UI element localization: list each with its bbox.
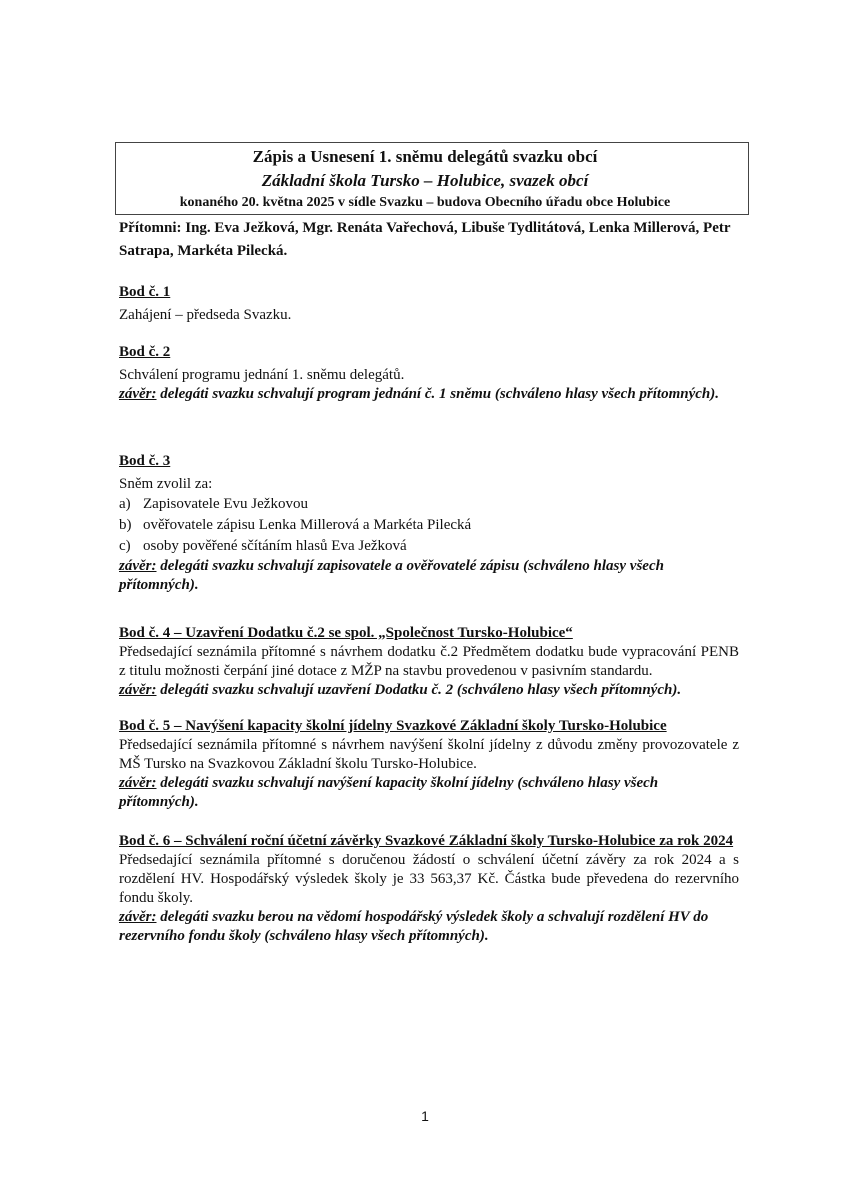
conclusion-label: závěr: bbox=[119, 909, 157, 925]
item-3-text: Sněm zvolil za: bbox=[119, 476, 213, 492]
item-2-heading: Bod č. 2 bbox=[119, 344, 171, 360]
list-text: osoby pověřené sčítáním hlasů Eva Ježková bbox=[143, 538, 407, 554]
item-5-conclusion bbox=[119, 774, 739, 812]
item-4-text: Předsedající seznámila přítomné s návrhem dodatku č.2 Předmětem dodatku bude vypracování PENB z titulu možnosti čerpání jiné dotace z MŽP na stavbu provedenou v pasivním standardu. bbox=[119, 644, 739, 679]
list-marker: c) bbox=[119, 538, 131, 554]
item-6-conclusion-text: delegáti svazku berou na vědomí hospodářský výsledek školy a schvalují rozdělení HV do rezervního fondu školy (schváleno hlasy všech přítomných). bbox=[119, 909, 709, 944]
item-5-text: Předsedající seznámila přítomné s návrhem navýšení školní jídelny z důvodu změny provozovatele z MŠ Tursko na Svazkovou Základní školu Tursko-Holubice. bbox=[119, 737, 739, 772]
list-item bbox=[119, 536, 739, 557]
item-6 bbox=[119, 832, 739, 946]
list-item bbox=[119, 515, 739, 536]
item-6-conclusion bbox=[119, 908, 739, 946]
item-3 bbox=[119, 452, 739, 595]
meeting-info: konaného 20. května 2025 v sídle Svazku – budova Obecního úřadu obce Holubice bbox=[179, 195, 671, 210]
item-5-conclusion-text: delegáti svazku schvalují navýšení kapacity školní jídelny (schváleno hlasy všech přítomných). bbox=[119, 775, 659, 810]
page-number: 1 bbox=[421, 1108, 429, 1124]
item-2-conclusion bbox=[119, 385, 739, 404]
header-divider bbox=[115, 214, 749, 215]
item-3-list bbox=[119, 494, 739, 557]
item-4-conclusion-text: delegáti svazku schvalují uzavření Dodatku č. 2 (schváleno hlasy všech přítomných). bbox=[156, 682, 682, 698]
item-4 bbox=[119, 624, 739, 700]
item-3-heading: Bod č. 3 bbox=[119, 453, 171, 469]
item-5 bbox=[119, 717, 739, 812]
item-1-heading: Bod č. 1 bbox=[119, 284, 171, 300]
item-3-conclusion-text: delegáti svazku schvalují zapisovatele a ověřovatelé zápisu (schváleno hlasy všech přítomných). bbox=[119, 558, 664, 593]
item-4-heading: Bod č. 4 – Uzavření Dodatku č.2 se spol. „Společnost Tursko-Holubice“ bbox=[119, 625, 573, 641]
item-5-heading: Bod č. 5 – Navýšení kapacity školní jídelny Svazkové Základní školy Tursko-Holubice bbox=[119, 718, 667, 734]
item-4-conclusion bbox=[119, 681, 739, 700]
item-3-conclusion bbox=[119, 557, 739, 595]
item-2 bbox=[119, 343, 739, 404]
item-1-text: Zahájení – předseda Svazku. bbox=[119, 307, 292, 323]
list-marker: a) bbox=[119, 496, 131, 512]
list-text: Zapisovatele Evu Ježkovou bbox=[143, 496, 308, 512]
item-2-text: Schválení programu jednání 1. sněmu delegátů. bbox=[119, 367, 405, 383]
item-6-heading: Bod č. 6 – Schválení roční účetní závěrky Svazkové Základní školy Tursko-Holubice za rok 2024 bbox=[119, 833, 734, 849]
list-marker: b) bbox=[119, 517, 132, 533]
item-6-text: Předsedající seznámila přítomné s doručenou žádostí o schválení účetní závěry za rok 2024 a s rozdělení HV. Hospodářský výsledek školy je 33 563,37 Kč. Částka bude převedena do rezervního fondu školy. bbox=[119, 852, 739, 906]
item-1 bbox=[119, 283, 739, 325]
document-title: Zápis a Usnesení 1. sněmu delegátů svazku obcí bbox=[252, 147, 598, 166]
item-2-conclusion-text: delegáti svazku schvalují program jednání č. 1 sněmu (schváleno hlasy všech přítomných). bbox=[156, 386, 720, 402]
conclusion-label: závěr: bbox=[119, 386, 157, 402]
list-item bbox=[119, 494, 739, 515]
conclusion-label: závěr: bbox=[119, 682, 157, 698]
attendees: Přítomni: Ing. Eva Ježková, Mgr. Renáta Vařechová, Libuše Tydlitátová, Lenka Millerová, Petr Satrapa, Markéta Pilecká. bbox=[119, 220, 731, 259]
conclusion-label: závěr: bbox=[119, 558, 157, 574]
list-text: ověřovatele zápisu Lenka Millerová a Markéta Pilecká bbox=[143, 517, 472, 533]
conclusion-label: závěr: bbox=[119, 775, 157, 791]
document-subtitle: Základní škola Tursko – Holubice, svazek obcí bbox=[261, 171, 589, 190]
